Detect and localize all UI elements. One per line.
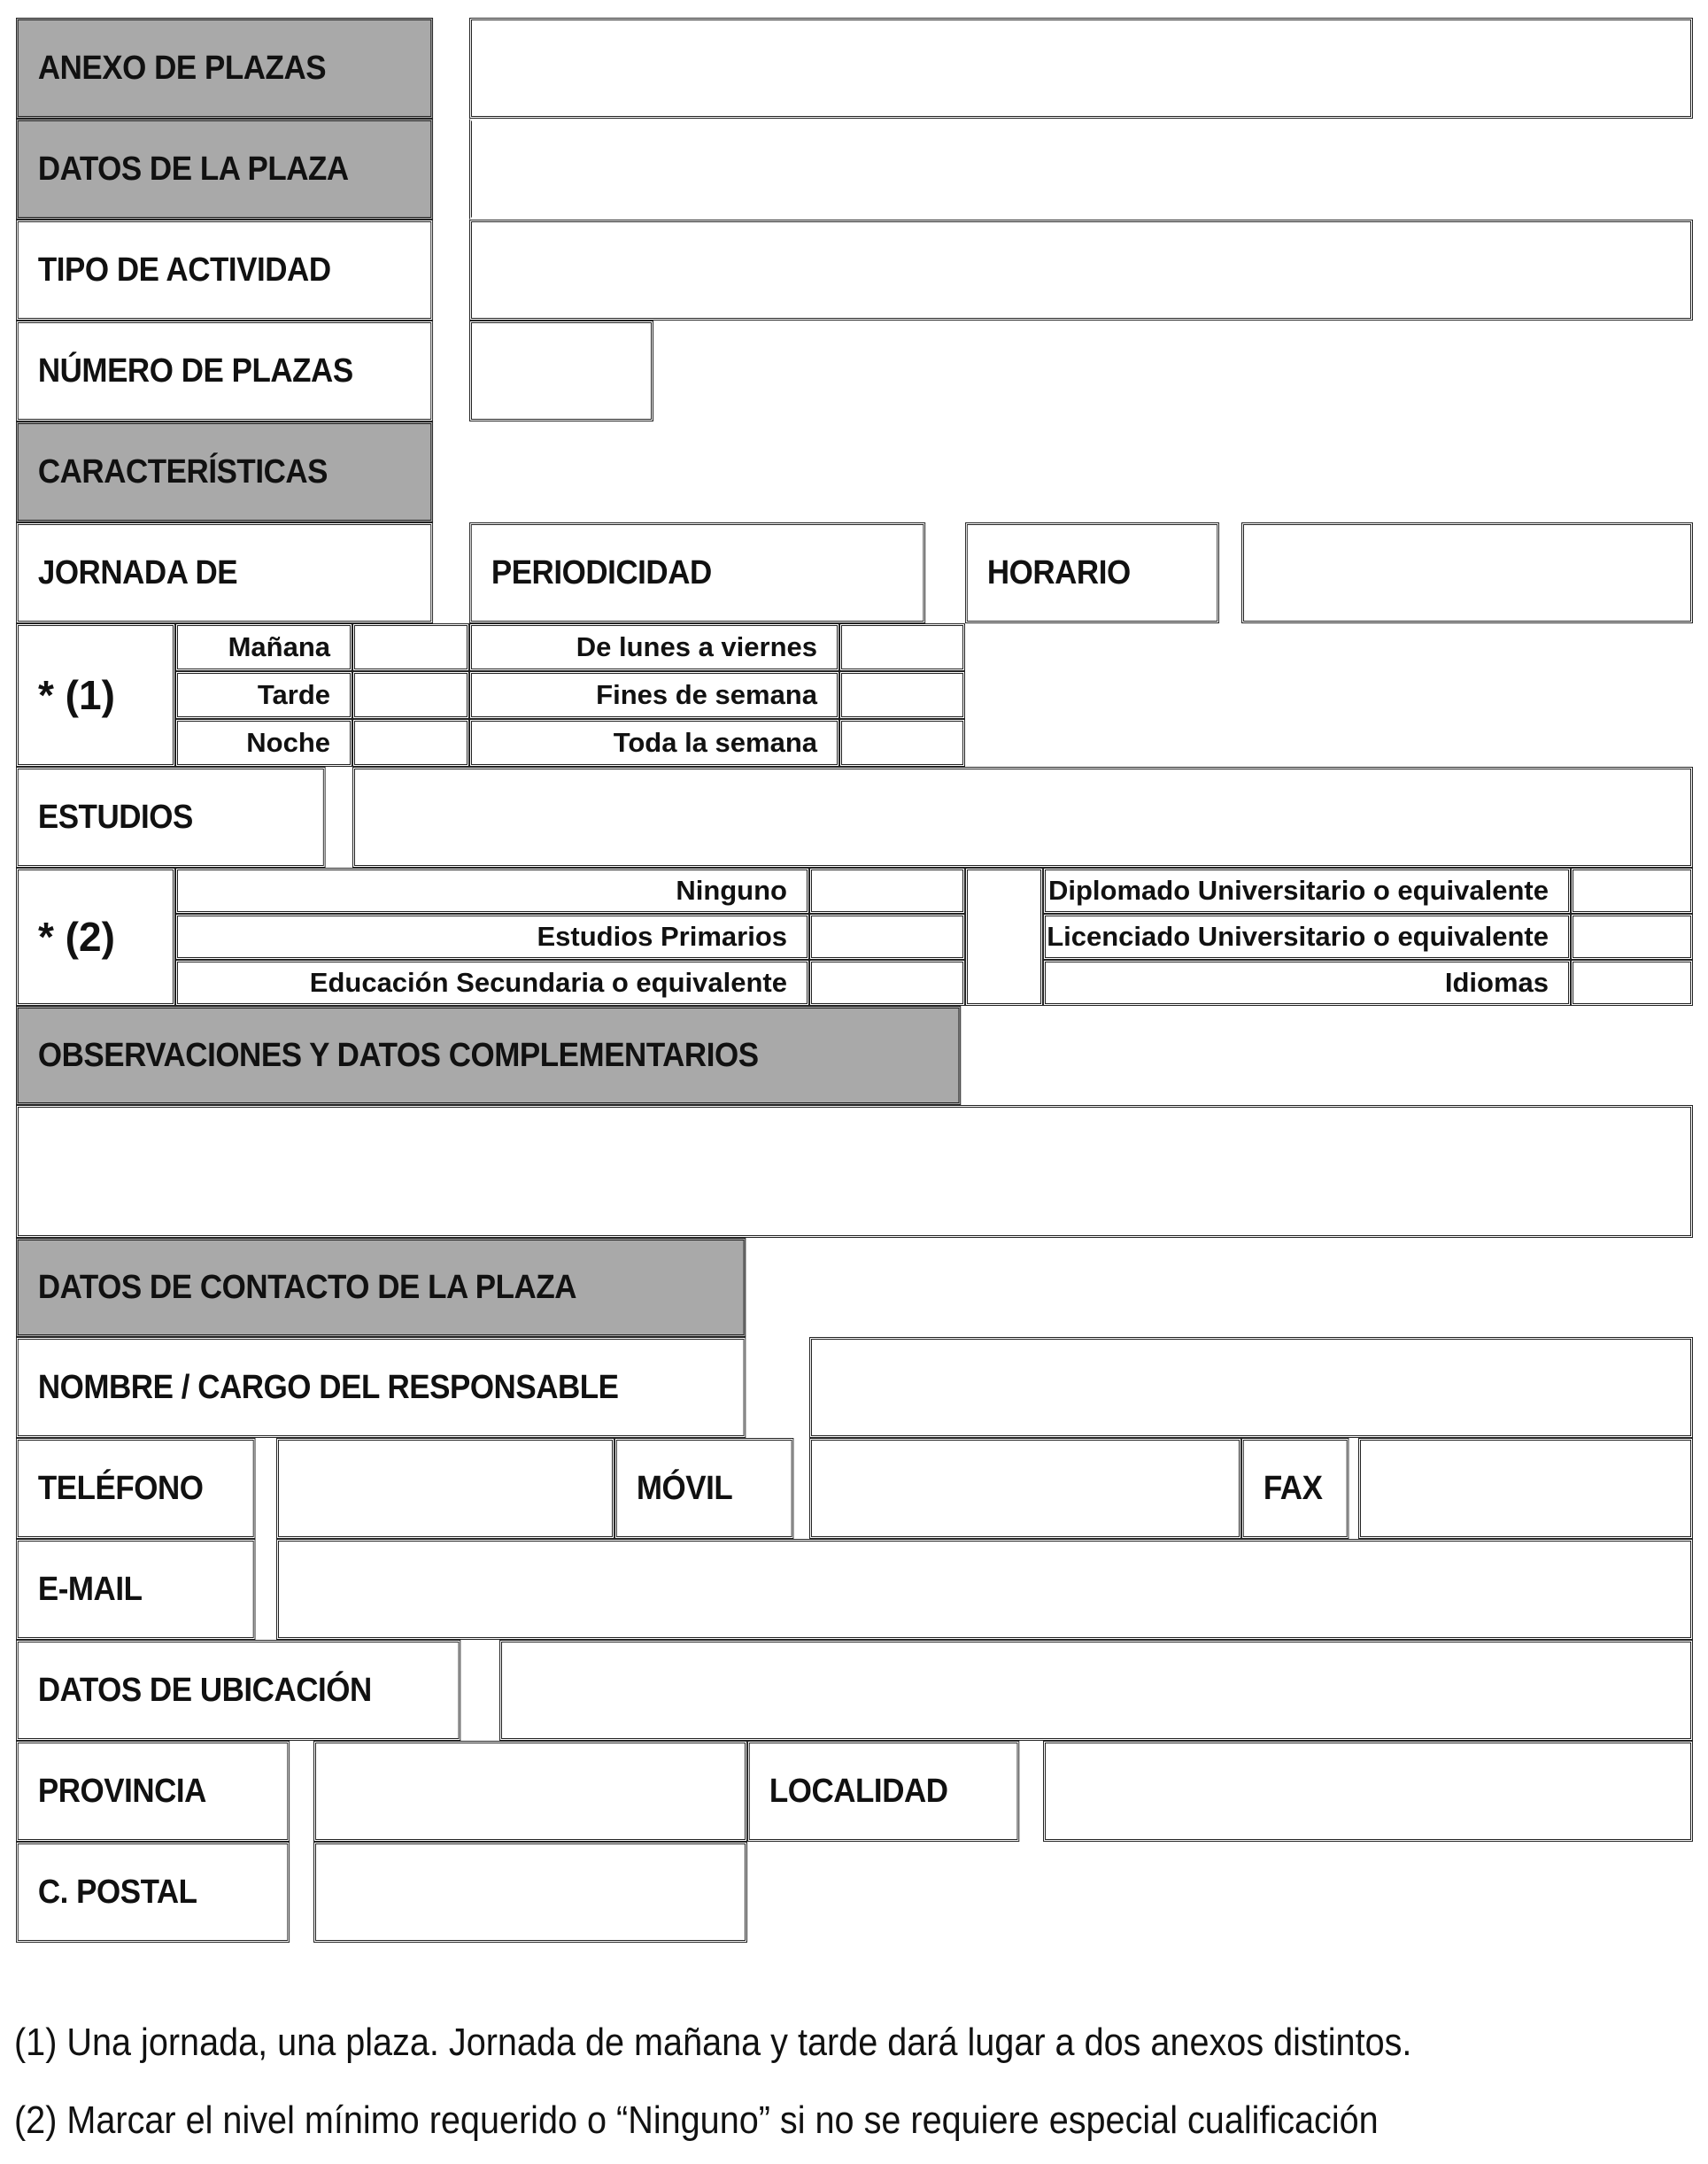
checkbox-fines-semana[interactable] [839, 671, 965, 719]
checkbox-secundaria[interactable] [809, 960, 965, 1006]
jornada-option-tarde: Tarde [175, 671, 352, 719]
estudios-label: ESTUDIOS [16, 767, 326, 868]
estudios-option-licenciado: Licenciado Universitario o equivalente [1043, 914, 1571, 960]
footnote-2: (2) Marcar el nivel mínimo requerido o “Ninguno” si no se requiere especial cualificación [14, 2098, 1379, 2142]
periodicidad-label: PERIODICIDAD [469, 522, 925, 623]
checkbox-idiomas[interactable] [1571, 960, 1693, 1006]
estudios-option-idiomas: Idiomas [1043, 960, 1571, 1006]
checkbox-ninguno[interactable] [809, 868, 965, 914]
fax-label: FAX [1241, 1438, 1349, 1539]
estudios-field[interactable] [352, 767, 1693, 868]
footnote-1: (1) Una jornada, una plaza. Jornada de mañana y tarde dará lugar a dos anexos distintos. [14, 2021, 1412, 2064]
provincia-field[interactable] [313, 1741, 747, 1842]
checkbox-toda-semana[interactable] [839, 719, 965, 767]
checkbox-manana[interactable] [352, 623, 469, 671]
tipo-actividad-label: TIPO DE ACTIVIDAD [16, 220, 433, 321]
jornada-de-label: JORNADA DE [16, 522, 433, 623]
jornada-option-manana: Mañana [175, 623, 352, 671]
checkbox-licenciado[interactable] [1571, 914, 1693, 960]
movil-field[interactable] [809, 1438, 1241, 1539]
cpostal-field[interactable] [313, 1842, 747, 1943]
movil-label: MÓVIL [614, 1438, 793, 1539]
note2-mark: * (2) [16, 868, 175, 1006]
estudios-spacer [965, 868, 1043, 1006]
ubicacion-field[interactable] [499, 1640, 1693, 1741]
checkbox-tarde[interactable] [352, 671, 469, 719]
horario-field[interactable] [1241, 522, 1693, 623]
observaciones-label: OBSERVACIONES Y DATOS COMPLEMENTARIOS [16, 1006, 961, 1105]
contacto-label: DATOS DE CONTACTO DE LA PLAZA [16, 1238, 746, 1337]
tipo-actividad-field[interactable] [469, 220, 1693, 321]
cpostal-label: C. POSTAL [16, 1842, 290, 1943]
periodicidad-option-lunes-viernes: De lunes a viernes [469, 623, 839, 671]
checkbox-lunes-viernes[interactable] [839, 623, 965, 671]
datos-plaza-label: DATOS DE LA PLAZA [16, 119, 433, 220]
telefono-field[interactable] [276, 1438, 614, 1539]
estudios-option-secundaria: Educación Secundaria o equivalente [175, 960, 809, 1006]
email-label: E-MAIL [16, 1539, 255, 1640]
responsable-field[interactable] [809, 1337, 1693, 1438]
caracteristicas-label: CARACTERÍSTICAS [16, 421, 433, 522]
fax-field[interactable] [1358, 1438, 1693, 1539]
datos-plaza-blank [469, 119, 1693, 220]
responsable-label: NOMBRE / CARGO DEL RESPONSABLE [16, 1337, 746, 1438]
provincia-label: PROVINCIA [16, 1741, 290, 1842]
ubicacion-label: DATOS DE UBICACIÓN [16, 1640, 460, 1741]
estudios-option-diplomado: Diplomado Universitario o equivalente [1043, 868, 1571, 914]
periodicidad-option-fines-semana: Fines de semana [469, 671, 839, 719]
estudios-option-primarios: Estudios Primarios [175, 914, 809, 960]
numero-plazas-label: NÚMERO DE PLAZAS [16, 321, 433, 421]
localidad-field[interactable] [1043, 1741, 1693, 1842]
jornada-option-noche: Noche [175, 719, 352, 767]
horario-label: HORARIO [965, 522, 1219, 623]
email-field[interactable] [276, 1539, 1693, 1640]
checkbox-noche[interactable] [352, 719, 469, 767]
numero-plazas-field[interactable] [469, 321, 653, 421]
periodicidad-option-toda-semana: Toda la semana [469, 719, 839, 767]
observaciones-field[interactable] [16, 1105, 1693, 1238]
localidad-label: LOCALIDAD [747, 1741, 1019, 1842]
anexo-label: ANEXO DE PLAZAS [16, 18, 433, 119]
note1-mark: * (1) [16, 623, 175, 767]
checkbox-diplomado[interactable] [1571, 868, 1693, 914]
checkbox-primarios[interactable] [809, 914, 965, 960]
telefono-label: TELÉFONO [16, 1438, 255, 1539]
estudios-option-ninguno: Ninguno [175, 868, 809, 914]
anexo-field[interactable] [469, 18, 1693, 119]
